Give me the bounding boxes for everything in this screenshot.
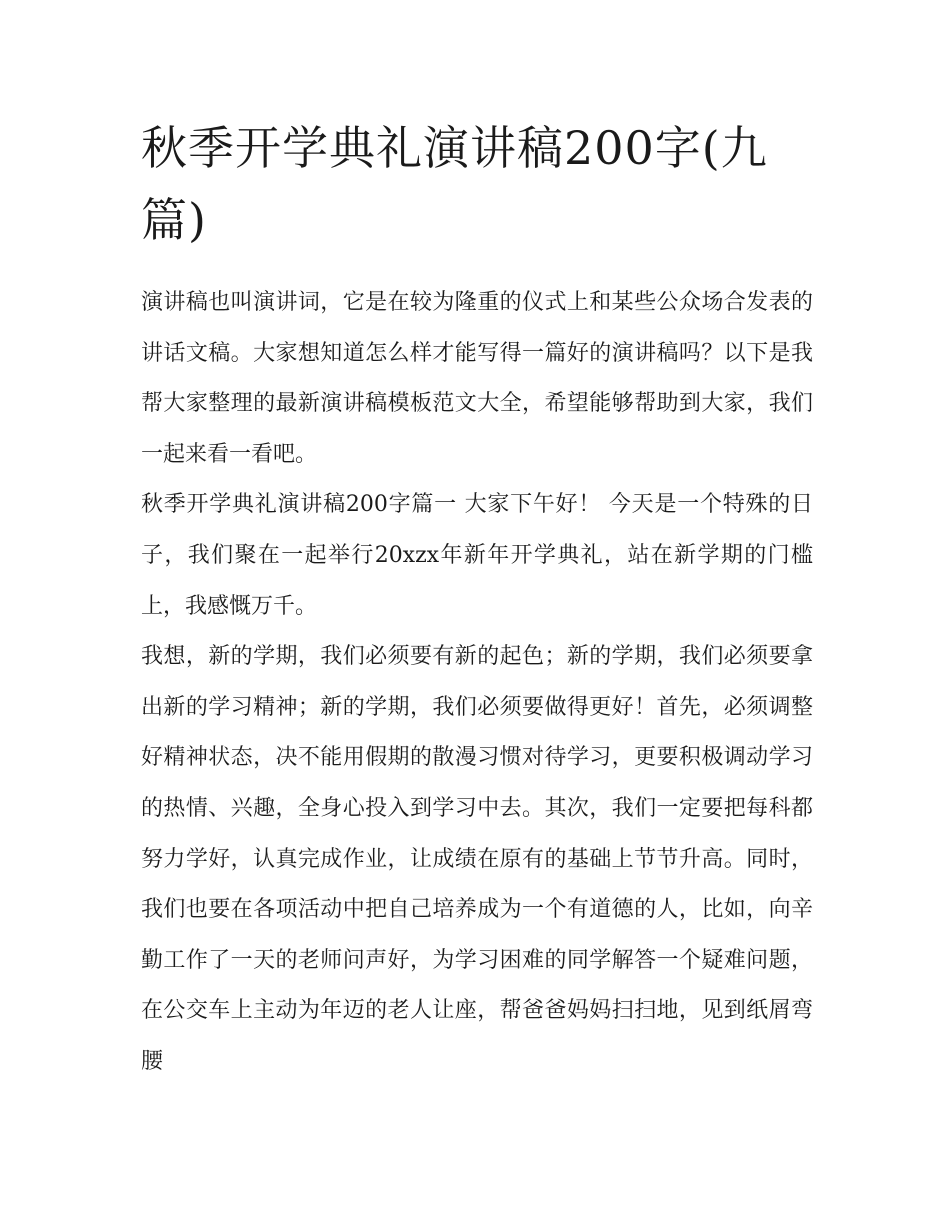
- speech-body-paragraph: 我想，新的学期，我们必须要有新的起色；新的学期，我们必须要拿出新的学习精神；新的学期，我们必须要做得更好！首先，必须调整好精神状态，决不能用假期的散漫习惯对待学习，更要积极调动学习的热情、兴趣，全身心投入到学习中去。其次，我们一定要把每科都努力学好，认真完成作业，让成绩在原有的基础上节节升高。同时，我们也要在各项活动中把自己培养成为一个有道德的人，比如，向辛勤工作了一天的老师问声好，为学习困难的同学解答一个疑难问题，在公交车上主动为年迈的老人让座，帮爸爸妈妈扫扫地，见到纸屑弯腰: [141, 644, 813, 1074]
- intro-paragraph: 演讲稿也叫演讲词，它是在较为隆重的仪式上和某些公众场合发表的讲话文稿。大家想知道怎么样才能写得一篇好的演讲稿吗？以下是我帮大家整理的最新演讲稿模板范文大全，希望能够帮助到大家，我们一起来看一看吧。: [141, 290, 813, 467]
- speech-opening-paragraph: 秋季开学典礼演讲稿200字篇一 大家下午好！ 今天是一个特殊的日子，我们聚在一起举行20xzx年新年开学典礼，站在新学期的门槛上，我感慨万千。: [141, 492, 813, 619]
- document-content: [141, 112, 813, 1088]
- document-title: 秋季开学典礼演讲稿200字(九篇): [141, 121, 768, 247]
